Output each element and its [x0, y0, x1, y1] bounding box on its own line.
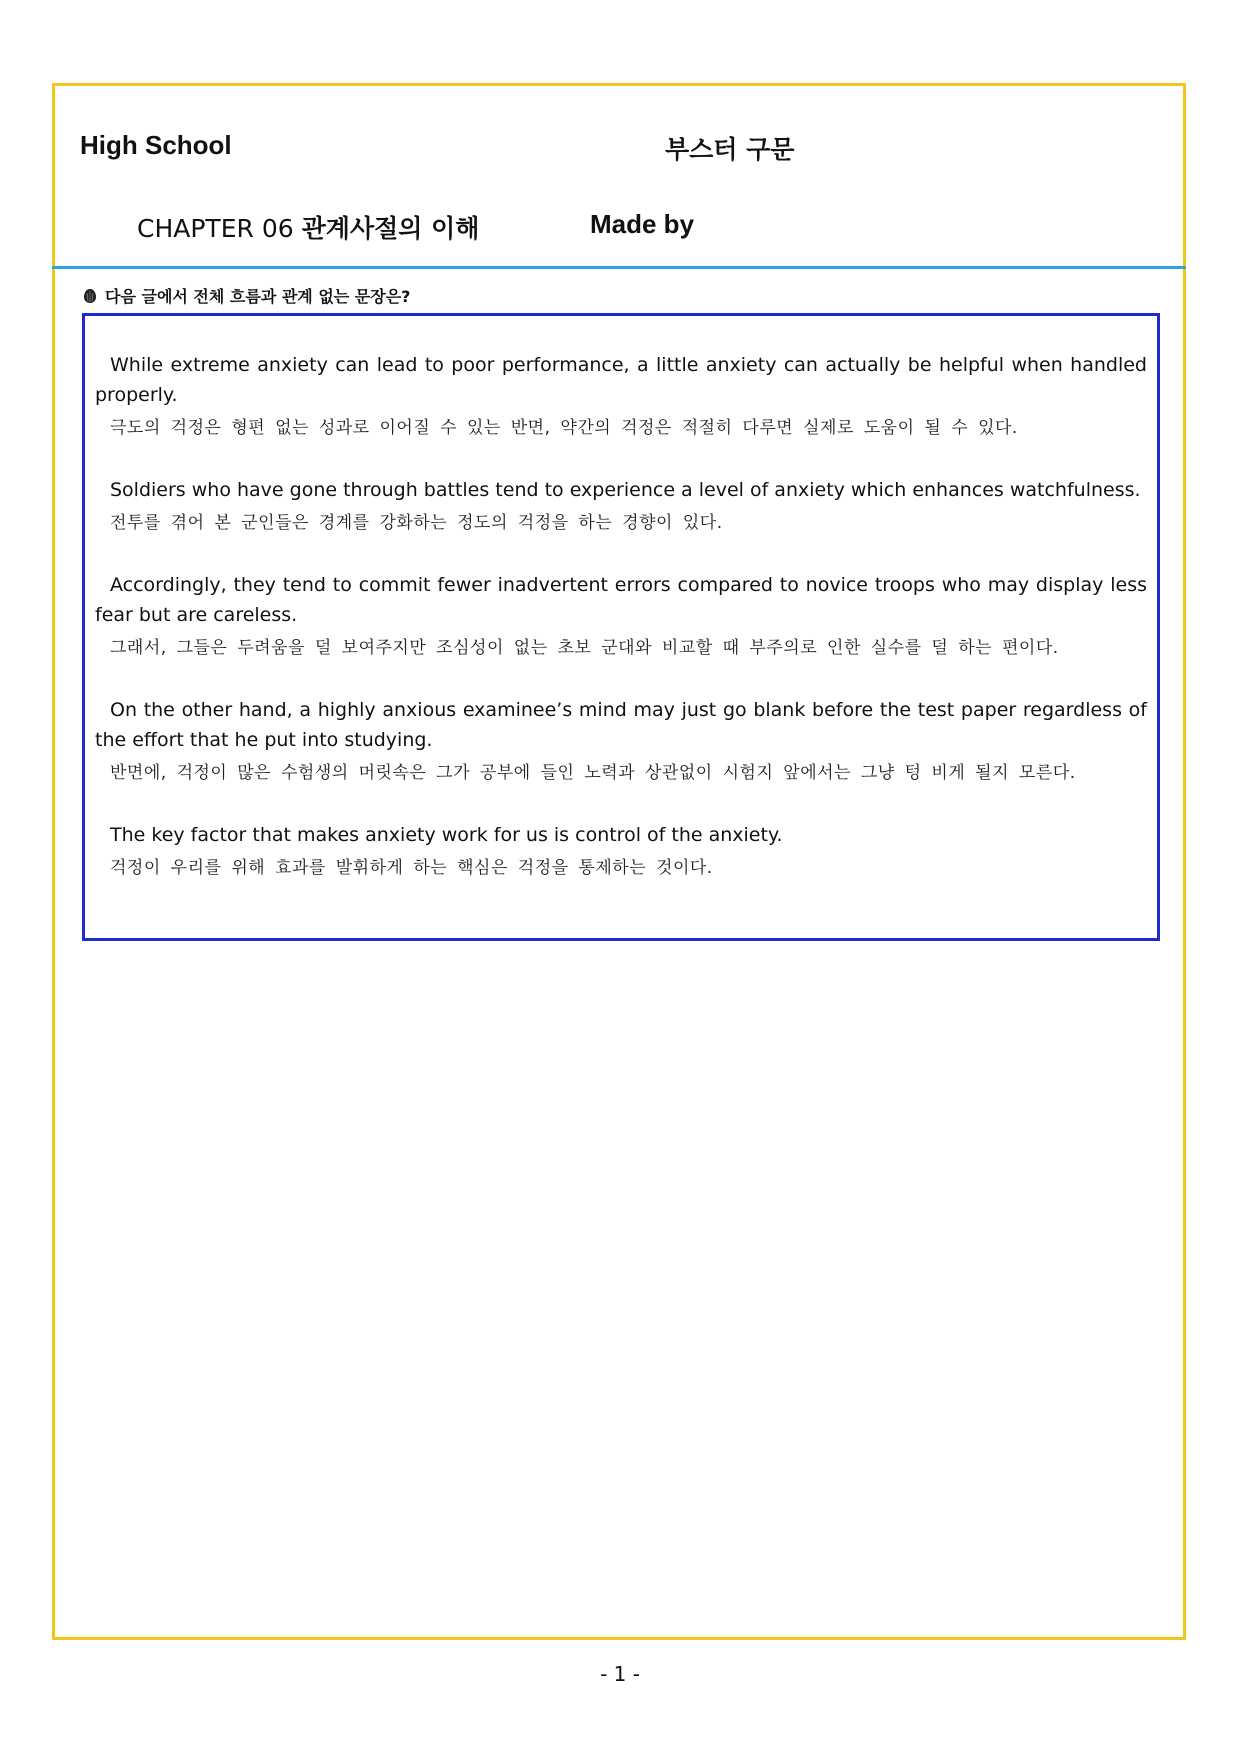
school-level-label: High School — [80, 130, 232, 160]
chapter-title — [137, 209, 479, 245]
header-divider — [52, 266, 1186, 269]
chapter-topic: 관계사절의 이해 — [301, 214, 480, 243]
series-title: 부스터 구문 — [665, 135, 795, 164]
korean-translation: 반면에, 걱정이 많은 수험생의 머릿속은 그가 공부에 들인 노력과 상관없이 시험지 앞에서는 그냥 텅 비게 될지 모른다. — [110, 763, 1076, 783]
sentence-pair-2 — [95, 475, 1147, 536]
sentence-pair-1 — [95, 350, 1147, 441]
korean-translation: 전투를 겪어 본 군인들은 경계를 강화하는 정도의 걱정을 하는 경향이 있다. — [110, 513, 723, 533]
question-text: 다음 글에서 전체 흐름과 관계 없는 문장은? — [105, 287, 411, 306]
english-sentence: While extreme anxiety can lead to poor performance, a little anxiety can actually be helpful when handled properly. — [95, 354, 1147, 406]
korean-translation: 그래서, 그들은 두려움을 덜 보여주지만 조심성이 없는 초보 군대와 비교할 때 부주의로 인한 실수를 덜 하는 편이다. — [110, 638, 1059, 658]
shell-bullet-icon — [83, 288, 97, 304]
english-sentence: Accordingly, they tend to commit fewer inadvertent errors compared to novice troops who may display less fear but are careless. — [95, 574, 1147, 626]
english-sentence: On the other hand, a highly anxious examinee’s mind may just go blank before the test paper regardless of the effort that he put into studying. — [95, 699, 1147, 751]
sentence-pair-5 — [95, 820, 1147, 881]
sentence-pair-4 — [95, 695, 1147, 786]
passage-box — [82, 313, 1160, 941]
made-by-label: Made by — [590, 209, 695, 239]
chapter-number: CHAPTER 06 — [137, 214, 294, 243]
page-number: - 1 - — [600, 1662, 640, 1686]
question-prompt — [83, 284, 410, 307]
korean-translation: 극도의 걱정은 형편 없는 성과로 이어질 수 있는 반면, 약간의 걱정은 적절히 다루면 실제로 도움이 될 수 있다. — [110, 418, 1018, 438]
english-sentence: Soldiers who have gone through battles tend to experience a level of anxiety which enhances watchfulness. — [110, 479, 1141, 501]
korean-translation: 걱정이 우리를 위해 효과를 발휘하게 하는 핵심은 걱정을 통제하는 것이다. — [110, 858, 713, 878]
english-sentence: The key factor that makes anxiety work for us is control of the anxiety. — [110, 824, 783, 846]
sentence-pair-3 — [95, 570, 1147, 661]
